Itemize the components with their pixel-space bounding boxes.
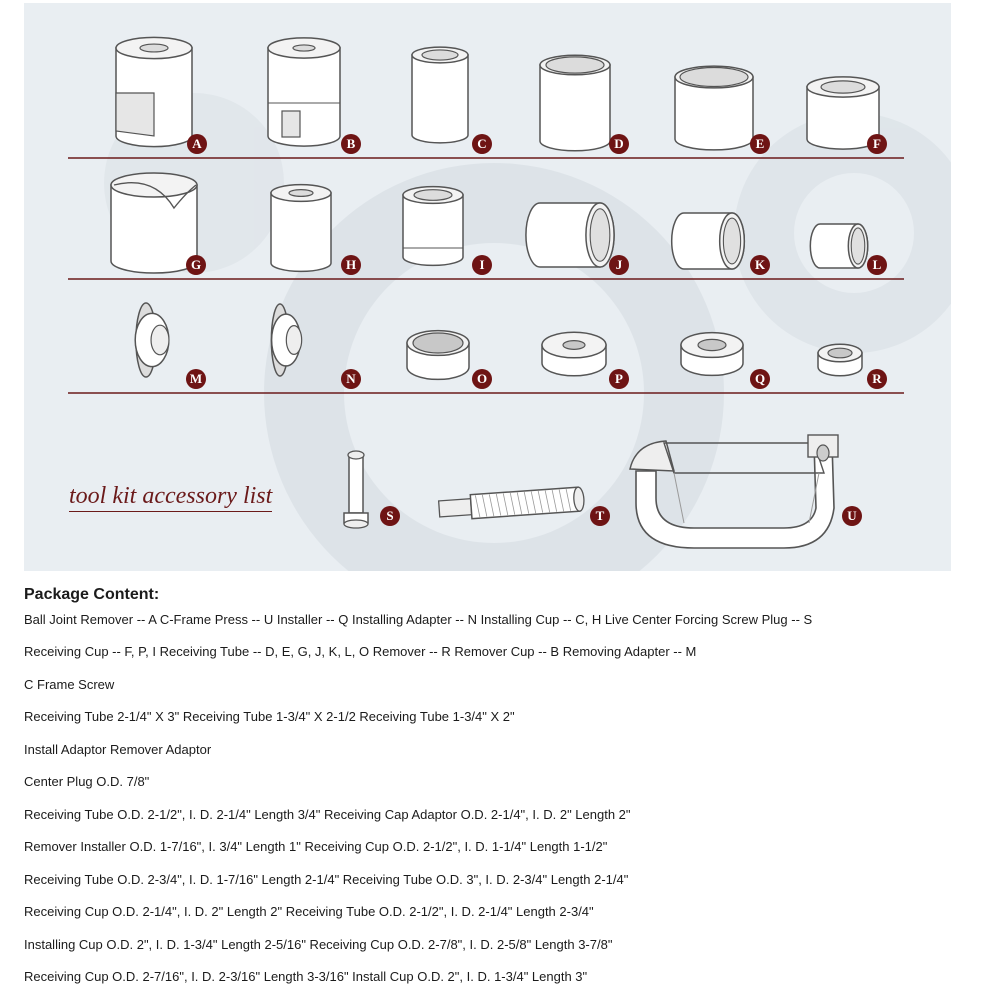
part-r-drawing — [818, 344, 862, 376]
part-badge-j: J — [609, 255, 629, 275]
part-i-drawing — [403, 187, 463, 266]
part-badge-g: G — [186, 255, 206, 275]
part-badge-i: I — [472, 255, 492, 275]
package-line-11: Installing Cup O.D. 2", I. D. 1-3/4" Length 2-5/16" Receiving Cup O.D. 2-7/8", I. D. 2-5/8" Length 3-7/8" — [24, 937, 613, 952]
package-line-7: Receiving Tube O.D. 2-1/2", I. D. 2-1/4" Length 3/4" Receiving Cap Adaptor O.D. 2-1/4", I. D. 2" Length 2" — [24, 807, 631, 822]
part-badge-l: L — [867, 255, 887, 275]
package-line-5: Install Adaptor Remover Adaptor — [24, 742, 212, 757]
part-badge-n: N — [341, 369, 361, 389]
part-k-drawing — [672, 213, 745, 269]
part-e-drawing — [675, 66, 753, 150]
package-line-3: C Frame Screw — [24, 677, 115, 692]
part-b-drawing — [268, 38, 340, 146]
package-line-2: Receiving Cup -- F, P, I Receiving Tube -- D, E, G, J, K, L, O Remover -- R Remover Cup -- B Removing Adapter -- M — [24, 644, 697, 659]
part-p-drawing — [542, 332, 606, 376]
part-badge-m: M — [186, 369, 206, 389]
kit-title: tool kit accessory list — [69, 481, 272, 512]
part-badge-f: F — [867, 134, 887, 154]
part-d-drawing — [540, 55, 610, 151]
part-a-drawing — [116, 37, 192, 146]
part-badge-s: S — [380, 506, 400, 526]
part-badge-a: A — [187, 134, 207, 154]
part-j-drawing — [526, 203, 614, 267]
package-heading: Package Content: — [24, 586, 160, 603]
part-o-drawing — [407, 331, 469, 380]
part-h-drawing — [271, 185, 331, 272]
part-q-drawing — [681, 333, 743, 376]
part-badge-c: C — [472, 134, 492, 154]
package-line-8: Remover Installer O.D. 1-7/16", I. 3/4" Length 1" Receiving Cup O.D. 2-1/2", I. D. 1-1/4" Length 1-1/2" — [24, 839, 608, 854]
package-content — [24, 584, 984, 984]
part-badge-d: D — [609, 134, 629, 154]
package-line-1: Ball Joint Remover -- A C-Frame Press -- U Installer -- Q Installing Adapter -- N Installing Cup -- C, H Live Center Forcing Screw Plug -- S — [24, 612, 813, 627]
part-badge-e: E — [750, 134, 770, 154]
part-c-drawing — [412, 47, 468, 143]
tool-kit-figure — [24, 3, 951, 571]
part-g-drawing — [111, 173, 197, 273]
package-line-9: Receiving Tube O.D. 2-3/4", I. D. 1-7/16" Length 2-1/4" Receiving Tube O.D. 3", I. D. 2-3/4" Length 2-1/4" — [24, 872, 629, 887]
part-l-drawing — [810, 224, 867, 268]
part-badge-k: K — [750, 255, 770, 275]
package-line-4: Receiving Tube 2-1/4" X 3" Receiving Tube 1-3/4" X 2-1/2 Receiving Tube 1-3/4" X 2" — [24, 709, 515, 724]
part-badge-h: H — [341, 255, 361, 275]
part-badge-q: Q — [750, 369, 770, 389]
part-badge-u: U — [842, 506, 862, 526]
part-badge-p: P — [609, 369, 629, 389]
part-badge-o: O — [472, 369, 492, 389]
package-line-10: Receiving Cup O.D. 2-1/4", I. D. 2" Length 2" Receiving Tube O.D. 2-1/2", I. D. 2-1/4" Length 2-3/4" — [24, 904, 594, 919]
package-line-6: Center Plug O.D. 7/8" — [24, 774, 150, 789]
part-badge-b: B — [341, 134, 361, 154]
part-m-drawing — [135, 303, 169, 377]
package-line-12: Receiving Cup O.D. 2-7/16", I. D. 2-3/16" Length 3-3/16" Install Cup O.D. 2", I. D. 1-3/4" Length 3" — [24, 969, 588, 984]
part-badge-t: T — [590, 506, 610, 526]
part-badge-r: R — [867, 369, 887, 389]
